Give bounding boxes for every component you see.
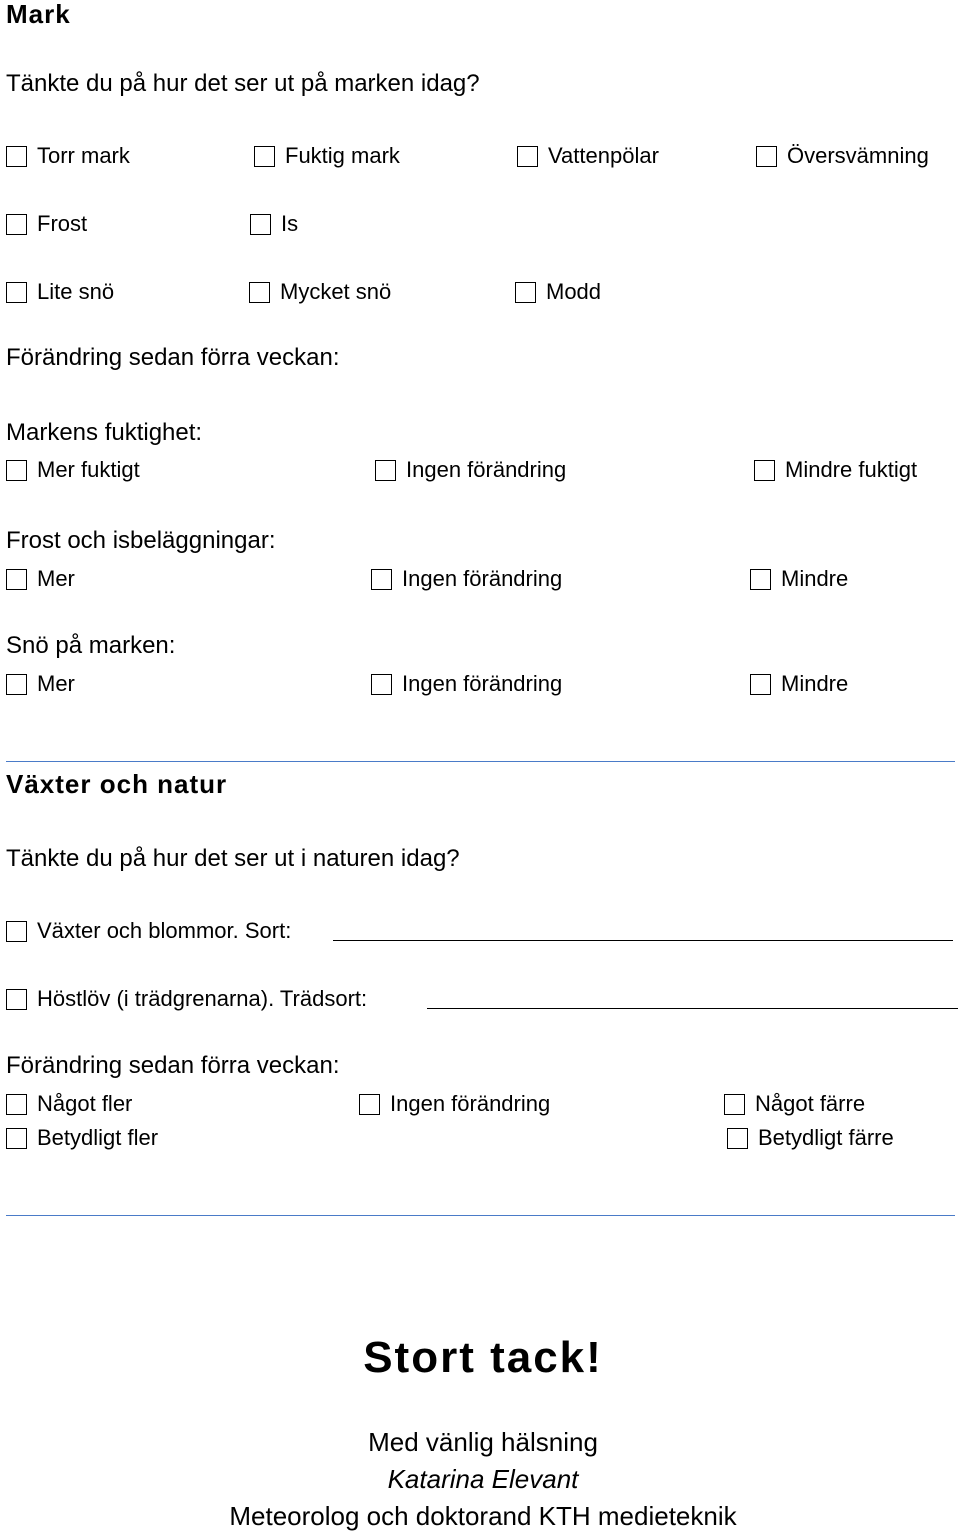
checkbox-snow-no-change[interactable]: Ingen förändring <box>371 671 562 697</box>
checkbox-square-icon[interactable] <box>750 674 771 695</box>
checkbox-square-icon[interactable] <box>515 282 536 303</box>
checkbox-square-icon[interactable] <box>375 460 396 481</box>
checkbox-square-icon[interactable] <box>6 674 27 695</box>
checkbox-moisture-no-change[interactable]: Ingen förändring <box>375 457 566 483</box>
checkbox-more-snow[interactable]: Mer <box>6 671 75 697</box>
snow-label: Snö på marken: <box>6 632 176 659</box>
checkbox-square-icon[interactable] <box>6 921 27 942</box>
checkbox-significantly-more[interactable]: Betydligt fler <box>6 1125 158 1151</box>
checkbox-less-snow[interactable]: Mindre <box>750 671 848 697</box>
checkbox-somewhat-fewer[interactable]: Något färre <box>724 1091 865 1117</box>
checkbox-square-icon[interactable] <box>724 1094 745 1115</box>
checkbox-slush[interactable]: Modd <box>515 279 601 305</box>
checkbox-square-icon[interactable] <box>6 1094 27 1115</box>
checkbox-square-icon[interactable] <box>371 569 392 590</box>
checkbox-puddles[interactable]: Vattenpölar <box>517 143 659 169</box>
section-divider <box>6 1215 955 1216</box>
section-title-mark: Mark <box>6 0 71 29</box>
checkbox-frost-no-change[interactable]: Ingen förändring <box>371 566 562 592</box>
greeting: Med vänlig hälsning <box>368 1427 598 1457</box>
checkbox-square-icon[interactable] <box>6 989 27 1010</box>
signature-name: Katarina Elevant <box>387 1464 579 1494</box>
checkbox-less-moist[interactable]: Mindre fuktigt <box>754 457 917 483</box>
checkbox-flooding[interactable]: Översvämning <box>756 143 929 169</box>
checkbox-square-icon[interactable] <box>754 460 775 481</box>
checkbox-much-snow[interactable]: Mycket snö <box>249 279 391 305</box>
checkbox-autumn-leaves[interactable]: Höstlöv (i trädgrenarna). Trädsort: <box>6 986 367 1012</box>
question-ground: Tänkte du på hur det ser ut på marken idag? <box>6 70 480 97</box>
moisture-label: Markens fuktighet: <box>6 419 203 446</box>
frost-label: Frost och isbeläggningar: <box>6 527 276 554</box>
section-title-plants: Växter och natur <box>6 769 228 799</box>
checkbox-square-icon[interactable] <box>756 146 777 167</box>
checkbox-less-frost[interactable]: Mindre <box>750 566 848 592</box>
checkbox-plants-flowers[interactable]: Växter och blommor. Sort: <box>6 918 291 944</box>
checkbox-more-frost[interactable]: Mer <box>6 566 75 592</box>
checkbox-somewhat-more[interactable]: Något fler <box>6 1091 132 1117</box>
tree-sort-input[interactable] <box>427 1008 958 1009</box>
checkbox-square-icon[interactable] <box>6 460 27 481</box>
signature-title: Meteorolog och doktorand KTH medieteknik <box>229 1501 737 1531</box>
checkbox-square-icon[interactable] <box>6 1128 27 1149</box>
checkbox-significantly-fewer[interactable]: Betydligt färre <box>727 1125 894 1151</box>
checkbox-square-icon[interactable] <box>371 674 392 695</box>
checkbox-square-icon[interactable] <box>6 569 27 590</box>
checkbox-square-icon[interactable] <box>6 146 27 167</box>
flower-sort-input[interactable] <box>333 940 953 941</box>
checkbox-ice[interactable]: Is <box>250 211 298 237</box>
checkbox-square-icon[interactable] <box>727 1128 748 1149</box>
checkbox-plants-no-change[interactable]: Ingen förändring <box>359 1091 550 1117</box>
checkbox-square-icon[interactable] <box>359 1094 380 1115</box>
thanks-heading: Stort tack! <box>363 1333 603 1382</box>
change-heading-ground: Förändring sedan förra veckan: <box>6 344 340 371</box>
checkbox-little-snow[interactable]: Lite snö <box>6 279 114 305</box>
question-nature: Tänkte du på hur det ser ut i naturen idag? <box>6 845 460 872</box>
checkbox-frost[interactable]: Frost <box>6 211 87 237</box>
checkbox-square-icon[interactable] <box>517 146 538 167</box>
section-divider <box>6 761 955 762</box>
change-heading-plants: Förändring sedan förra veckan: <box>6 1052 340 1079</box>
checkbox-square-icon[interactable] <box>6 282 27 303</box>
checkbox-moist-ground[interactable]: Fuktig mark <box>254 143 400 169</box>
checkbox-dry-ground[interactable]: Torr mark <box>6 143 130 169</box>
checkbox-more-moist[interactable]: Mer fuktigt <box>6 457 140 483</box>
checkbox-square-icon[interactable] <box>254 146 275 167</box>
checkbox-square-icon[interactable] <box>6 214 27 235</box>
checkbox-square-icon[interactable] <box>249 282 270 303</box>
checkbox-square-icon[interactable] <box>250 214 271 235</box>
checkbox-square-icon[interactable] <box>750 569 771 590</box>
